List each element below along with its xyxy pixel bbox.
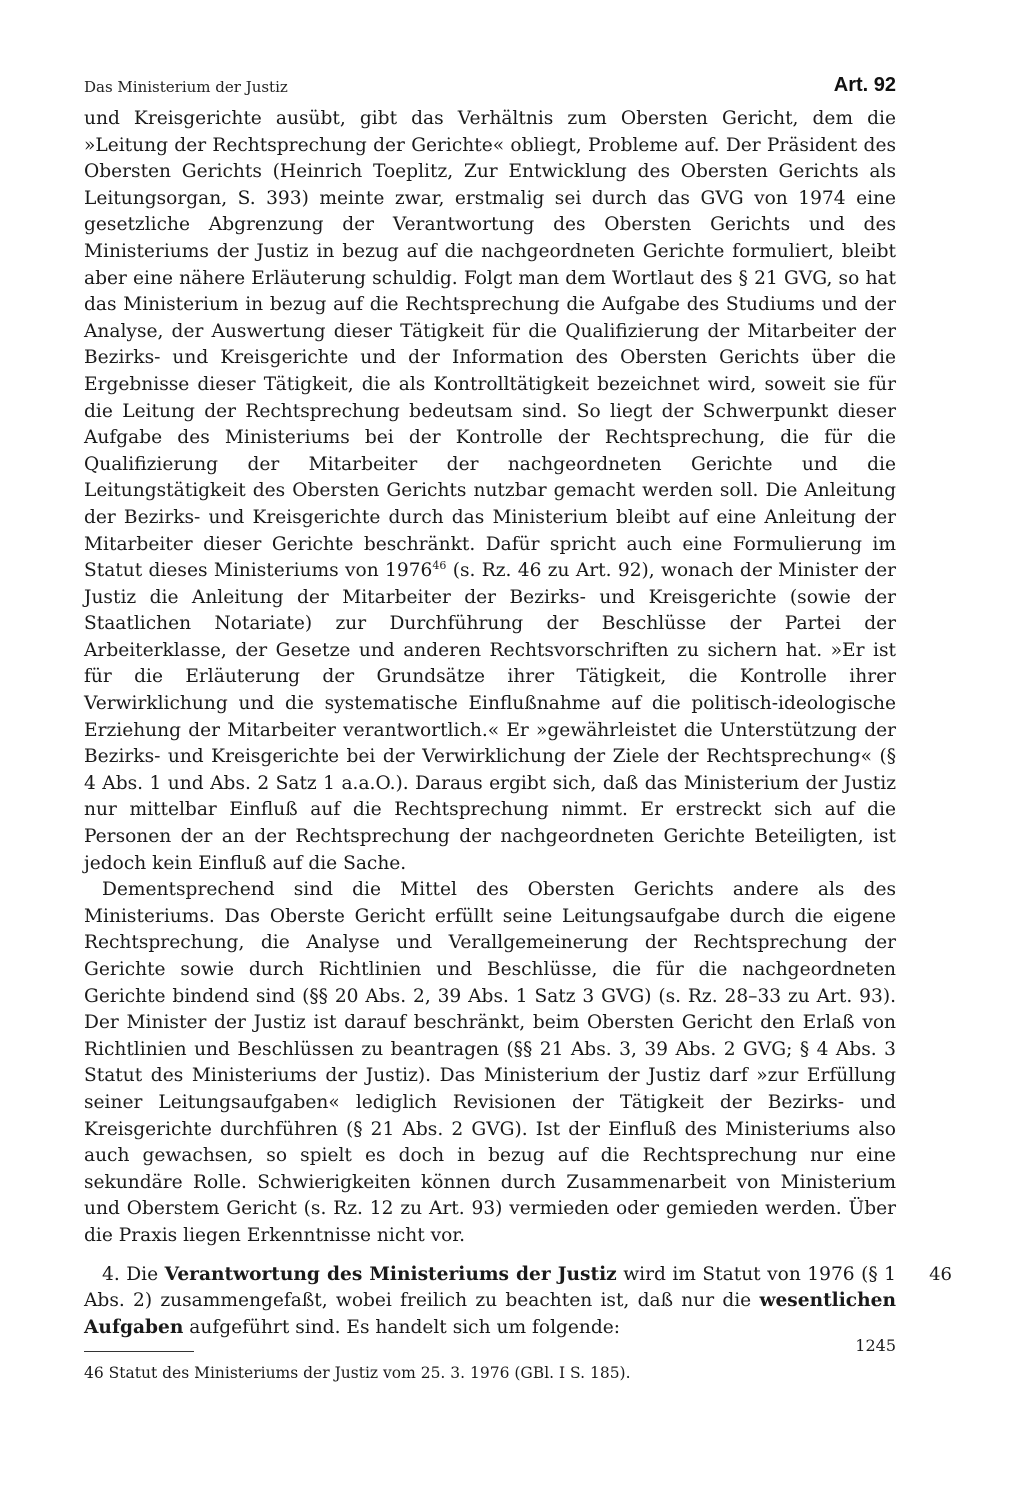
paragraph-2: Dementsprechend sind die Mittel des Obersten Gerichts andere als des Ministeriums. Das Oberste Gericht erfüllt seine Leitungsaufgabe durch die eigene Rechtsprechung, die Analyse und Verallgemeinerung der Rechtsprechung der Gerichte sowie durch Richtlinien und Beschlüsse, die für die nachgeordneten Gerichte bindend sind (§§ 20 Abs. 2, 39 Abs. 1 Satz 3 GVG) (s. Rz. 28–33 zu Art. 93). Der Minister der Justiz ist darauf beschränkt, beim Obersten Gericht den Erlaß von Richtlinien und Beschlüssen zu beantragen (§§ 21 Abs. 3, 39 Abs. 2 GVG; § 4 Abs. 3 Statut des Ministeriums der Justiz). Das Ministerium der Justiz darf »zur Erfüllung seiner Leitungsaufgaben« lediglich Revisionen der Tätigkeit der Bezirks- und Kreisgerichte durchführen (§ 21 Abs. 2 GVG). Ist der Einfluß des Ministeriums also auch gewachsen, so spielt es doch in bezug auf die Rechtsprechung nur eine sekundäre Rolle. Schwierigkeiten können durch Zusammenarbeit von Ministerium und Oberstem Gericht (s. Rz. 12 zu Art. 93) vermieden oder gemieden werden. Über die Praxis liegen Erkenntnisse nicht vor. [84,879,896,1246]
footnote-reference[interactable]: 46 [432,559,447,573]
paragraph-1-part-b: (s. Rz. 46 zu Art. 92), wonach der Minister der Justiz die Anleitung der Mitarbeiter der Bezirks- und Kreisgerichte (sowie der Staatlichen Notariate) zur Durchführung der Beschlüsse der Partei der Arbeiterklasse, der Gesetze und anderen Rechtsvorschriften zu sichern hat. »Er ist für die Erläuterung der Grundsätze ihrer Tätigkeit, die Kontrolle ihrer Verwirklichung und die systematische Einflußnahme auf die politisch-ideologische Erziehung der Mitarbeiter verantwortlich.« Er »gewährleistet die Unterstützung der Bezirks- und Kreisgerichte bei der Verwirklichung der Ziele der Rechtsprechung« (§ 4 Abs. 1 und Abs. 2 Satz 1 a.a.O.). Daraus ergibt sich, daß das Ministerium der Justiz nur mittelbar Einfluß auf die Rechtsprechung nimmt. Er erstreckt sich auf die Personen der an der Rechtsprechung der nachgeordneten Gerichte Beteiligten, ist jedoch kein Einfluß auf die Sache. [84,560,896,874]
page-number: 1245 [855,1336,896,1355]
paragraph-1-part-a: und Kreisgerichte ausübt, gibt das Verhältnis zum Obersten Gericht, dem die »Leitung der Rechtsprechung der Gerichte« obliegt, Probleme auf. Der Präsident des Obersten Gerichts (Heinrich Toeplitz, Zur Entwicklung des Obersten Gerichts als Leitungsorgan, S. 393) meinte zwar, erstmalig sei durch das GVG von 1974 eine gesetzliche Abgrenzung der Verantwortung des Obersten Gerichts und des Ministeriums der Justiz in bezug auf die nachgeordneten Gerichte formuliert, bleibt aber eine nähere Erläuterung schuldig. Folgt man dem Wortlaut des § 21 GVG, so hat das Ministerium in bezug auf die Rechtsprechung die Aufgabe des Studiums und der Analyse, der Auswertung dieser Tätigkeit für die Qualifizierung der Mitarbeiter der Bezirks- und Kreisgerichte und der Information des Obersten Gerichts über die Ergebnisse dieser Tätigkeit, die als Kontrolltätigkeit bezeichnet wird, soweit sie für die Leitung der Rechtsprechung bedeutsam sind. So liegt der Schwerpunkt dieser Aufgabe des Ministeriums bei der Kontrolle der Rechtsprechung, die für die Qualifizierung der Mitarbeiter der nachgeordneten Gerichte und die Leitungstätigkeit des Obersten Gerichts nutzbar gemacht werden soll. Die Anleitung der Bezirks- und Kreisgerichte durch das Ministerium bleibt auf eine Anleitung der Mitarbeiter dieser Gerichte beschränkt. Dafür spricht auch eine Formulierung im Statut dieses Ministeriums von 1976 [84,108,896,582]
paragraph-3-bold-1: Verantwortung des Ministeriums der Justiz [164,1263,617,1285]
paragraph-3 [84,1262,952,1342]
paragraph-3-text-3: aufgeführt sind. Es handelt sich um folgende: [183,1316,621,1338]
margin-number: 46 [929,1263,952,1285]
running-header [84,72,896,106]
footnote: 46 Statut des Ministeriums der Justiz vom 25. 3. 1976 (GBl. I S. 185). [84,1364,631,1383]
paragraph-3-bold-2: wesentlichen Aufgaben [84,1290,896,1338]
paragraph-3-text-2: wird im Statut von 1976 (§ 1 Abs. 2) zusammengefaßt, wobei freilich zu beachten ist, daß nur die [84,1263,897,1312]
paragraph-3-text-1: 4. Die [102,1263,165,1285]
body-text [84,106,952,1341]
document-page [84,72,952,1384]
article-label: Art. 92 [833,74,896,96]
footnote-divider [84,1351,194,1352]
running-title: Das Ministerium der Justiz [84,78,288,96]
paragraph-1 [84,106,896,877]
